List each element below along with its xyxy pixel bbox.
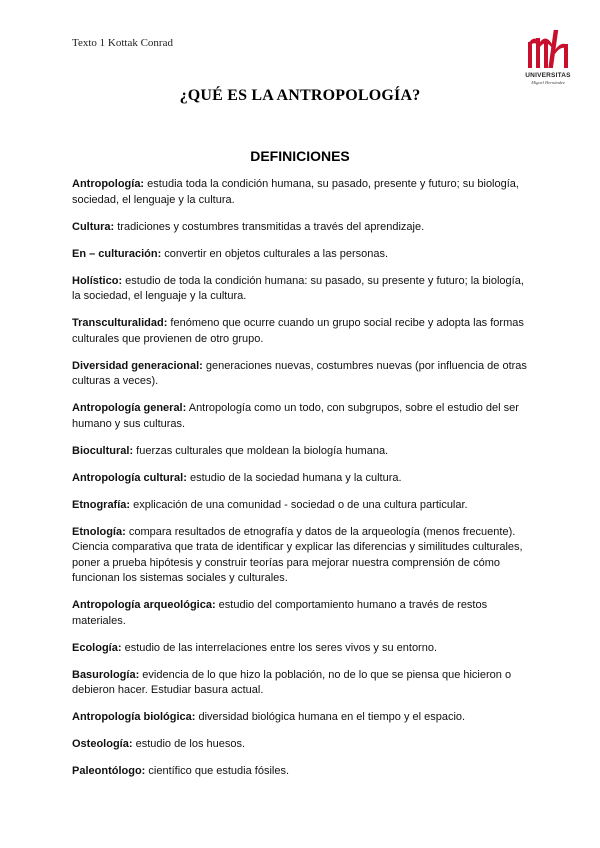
definition-item	[72, 274, 532, 305]
definition-text: estudio de los huesos.	[132, 738, 246, 750]
definition-term: Antropología:	[72, 178, 145, 190]
definition-term: Paleontólogo:	[72, 765, 146, 777]
definition-text: estudia toda la condición humana, su pasado, presente y futuro; su biología, sociedad, el lenguaje y la cultura.	[72, 178, 519, 206]
definition-term: Etnografía:	[72, 498, 131, 511]
definition-item	[72, 401, 532, 432]
definition-text: tradiciones y costumbres transmitidas a través del aprendizaje.	[114, 220, 425, 233]
definition-item	[72, 444, 532, 460]
definition-term: Antropología arqueológica:	[72, 599, 216, 611]
definition-text: científico que estudia fósiles.	[145, 765, 290, 777]
definition-text: estudio de las interrelaciones entre los seres vivos y su entorno.	[121, 641, 438, 654]
header-text: Texto 1 Kottak Conrad	[72, 37, 173, 49]
definition-term: Etnología:	[72, 525, 126, 538]
definition-item	[72, 668, 532, 699]
definition-text: generaciones nuevas, costumbres nuevas (por influencia de otras culturas a veces).	[72, 359, 527, 387]
logo-subtitle-text: Miguel Hernández	[531, 80, 565, 85]
definition-term: Biocultural:	[72, 444, 134, 457]
definition-term: Antropología cultural:	[72, 471, 187, 484]
definition-text: evidencia de lo que hizo la población, no de lo que se piensa que hicieron o debieron hacer. Estudiar basura actual.	[72, 668, 512, 696]
definition-text: fuerzas culturales que moldean la biología humana.	[133, 444, 389, 457]
definition-term: Antropología biológica:	[72, 711, 196, 723]
definition-term: Diversidad generacional:	[72, 359, 203, 372]
definition-item	[72, 247, 532, 263]
definition-term: Basurología:	[72, 668, 140, 681]
definition-item	[72, 359, 532, 390]
definition-item	[72, 220, 532, 236]
definition-text: diversidad biológica humana en el tiempo y el espacio.	[195, 711, 466, 723]
definition-item	[72, 764, 532, 780]
section-title: DEFINICIONES	[250, 148, 350, 164]
university-logo	[522, 28, 574, 92]
definition-term: Cultura:	[72, 220, 115, 233]
definition-text: estudio de la sociedad humana y la cultura.	[186, 471, 402, 484]
definition-text: Antropología como un todo, con subgrupos, sobre el estudio del ser humano y sus culturas.	[72, 402, 519, 430]
definition-text: compara resultados de etnografía y datos de la arqueología (menos frecuente). Ciencia comparativa que trata de identificar y explicar las diferencias y similitudes culturales, poner a prueba hipótesis y construir teorías para mejorar nuestra comprensión de cómo funcionan los sistemas sociales y culturales.	[72, 525, 523, 584]
definition-term: Ecología:	[72, 641, 122, 654]
definition-item	[72, 737, 532, 753]
logo-university-text: UNIVERSITAS	[525, 72, 571, 79]
definition-item	[72, 316, 532, 347]
definition-item	[72, 598, 532, 629]
definition-text: convertir en objetos culturales a las personas.	[161, 247, 389, 260]
definition-item	[72, 471, 532, 487]
page-title: ¿QUÉ ES LA ANTROPOLOGÍA?	[179, 87, 421, 104]
definition-term: En – culturación:	[72, 247, 162, 260]
definition-item	[72, 641, 532, 657]
umh-logo-icon	[522, 28, 574, 72]
definition-term: Transculturalidad:	[72, 317, 168, 329]
definition-term: Antropología general:	[72, 402, 187, 414]
definition-text: estudio de toda la condición humana: su pasado, su presente y futuro; la biología, la sociedad, el lenguaje y la cultura.	[72, 274, 524, 302]
definition-term: Holístico:	[72, 274, 123, 287]
definition-text: fenómeno que ocurre cuando un grupo social recibe y adopta las formas culturales que provienen de otro grupo.	[72, 317, 524, 345]
definition-text: estudio del comportamiento humano a través de restos materiales.	[72, 599, 488, 627]
definition-term: Osteología:	[72, 738, 133, 750]
definition-text: explicación de una comunidad - sociedad o de una cultura particular.	[130, 498, 468, 511]
definition-item	[72, 498, 532, 514]
definition-item	[72, 710, 532, 726]
definition-item	[72, 177, 532, 208]
definitions-list	[72, 177, 532, 791]
definition-item	[72, 525, 532, 587]
